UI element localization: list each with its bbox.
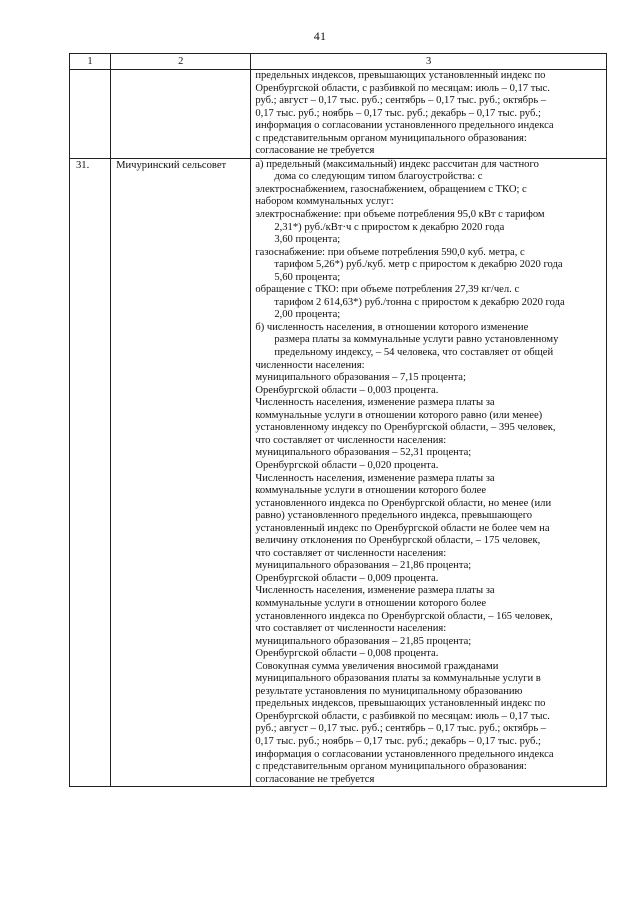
text-line: согласование не требуется (255, 145, 375, 157)
text-line: электроснабжением, газоснабжением, обращением с ТКО; с (255, 183, 527, 195)
text-line: Оренбургской области – 0,009 процента. (255, 572, 439, 584)
text-line: 0,17 тыс. руб.; ноябрь – 0,17 тыс. руб.; декабрь – 0,17 тыс. руб.; (255, 107, 541, 119)
text-line: что составляет от численности населения: (255, 547, 447, 559)
text-line: с представительным органом муниципального образования: (255, 132, 527, 144)
text-line: предельных индексов, превышающих установленный индекс по (255, 698, 546, 710)
text-line: муниципального образования – 21,85 процента; (255, 635, 472, 647)
text-line: 2,00 процента; (274, 309, 341, 321)
row-text-cell (251, 158, 607, 786)
text-line: информация о согласовании установленного предельного индекса (255, 748, 554, 760)
text-line: Численность населения, изменение размера платы за (255, 472, 495, 484)
row-number-cell (70, 70, 111, 159)
text-line: руб.; август – 0,17 тыс. руб.; сентябрь – 0,17 тыс. руб.; октябрь – (255, 723, 547, 735)
text-line: муниципального образования платы за коммунальные услуги в (255, 673, 541, 685)
header-col-3: 3 (251, 54, 607, 70)
text-line: 2,31*) руб./кВт·ч с приростом к декабрю 2020 года (274, 221, 505, 233)
text-line: электроснабжение: при объеме потребления 95,0 кВт с тарифом (255, 209, 545, 221)
text-line: информация о согласовании установленного предельного индекса (255, 120, 554, 132)
text-line: Оренбургской области, с разбивкой по месяцам: июль – 0,17 тыс. (255, 710, 550, 722)
text-line: Оренбургской области – 0,020 процента. (255, 459, 439, 471)
text-line: что составляет от численности населения: (255, 623, 447, 635)
row-name-cell (111, 70, 251, 159)
text-line: коммунальные услуги в отношении которого равно (или менее) (255, 409, 543, 421)
text-line: руб.; август – 0,17 тыс. руб.; сентябрь – 0,17 тыс. руб.; октябрь – (255, 95, 547, 107)
text-line: б) численность населения, в отношении которого изменение (255, 321, 529, 333)
page-number: 41 (313, 29, 327, 43)
text-line: Численность населения, изменение размера платы за (255, 585, 495, 597)
text-line: 0,17 тыс. руб.; ноябрь – 0,17 тыс. руб.; декабрь – 0,17 тыс. руб.; (255, 735, 541, 747)
text-line: Численность населения, изменение размера платы за (255, 397, 495, 409)
text-line: величину отклонения по Оренбургской области, – 175 человек, (255, 535, 541, 547)
text-line: предельному индексу, – 54 человека, что составляет от общей (274, 347, 554, 359)
text-line: предельных индексов, превышающих установленный индекс по (255, 70, 546, 81)
header-col-1: 1 (70, 54, 111, 70)
row-text-cell (251, 70, 607, 159)
table-header-row (70, 54, 607, 70)
text-line: с представительным органом муниципального образования: (255, 761, 527, 773)
text-line: муниципального образования – 52,31 процента; (255, 447, 472, 459)
text-line: равно) установленного предельного индекса, превышающего (255, 510, 533, 522)
text-line: муниципального образования – 7,15 процента; (255, 372, 466, 384)
text-line: установленного индекса по Оренбургской области, – 165 человек, (255, 610, 553, 622)
document-table (69, 53, 607, 787)
text-line: размера платы за коммунальные услуги равно установленному (274, 334, 559, 346)
text-line: газоснабжение: при объеме потребления 590,0 куб. метра, с (255, 246, 525, 258)
table-row-continued (70, 70, 607, 159)
text-line: установленному индексу по Оренбургской области, – 395 человек, (255, 422, 556, 434)
text-line: что составляет от численности населения: (255, 434, 447, 446)
text-line: тарифом 5,26*) руб./куб. метр с приростом к декабрю 2020 года (274, 259, 563, 271)
text-line: 5,60 процента; (274, 271, 341, 283)
text-line: Оренбургской области, с разбивкой по месяцам: июль – 0,17 тыс. (255, 82, 550, 94)
text-line: тарифом 2 614,63*) руб./тонна с приростом к декабрю 2020 года (274, 296, 565, 308)
text-line: коммунальные услуги в отношении которого более (255, 597, 487, 609)
text-line: установленный индекс по Оренбургской области не более чем на (255, 522, 550, 534)
text-line: 3,60 процента; (274, 234, 341, 246)
municipality-name: Мичуринский сельсовет (111, 158, 251, 786)
text-line: численности населения: (255, 359, 365, 371)
row-number: 31. (70, 158, 111, 786)
text-line: дома со следующим типом благоустройства: с (274, 171, 483, 183)
text-line: Оренбургской области – 0,008 процента. (255, 648, 439, 660)
text-line: обращение с ТКО: при объеме потребления 27,39 кг/чел. с (255, 284, 520, 296)
text-line: муниципального образования – 21,86 процента; (255, 560, 472, 572)
text-line: Совокупная сумма увеличения вносимой гражданами (255, 660, 499, 672)
text-line: установленного индекса по Оренбургской области, но менее (или (255, 497, 552, 509)
text-line: а) предельный (максимальный) индекс рассчитан для частного (255, 158, 539, 170)
header-col-2: 2 (111, 54, 251, 70)
table-row-31 (70, 158, 607, 786)
text-line: коммунальные услуги в отношении которого более (255, 485, 487, 497)
text-line: Оренбургской области – 0,003 процента. (255, 384, 439, 396)
text-line: результате установления по муниципальному образованию (255, 685, 523, 697)
text-line: согласование не требуется (255, 773, 375, 785)
text-line: набором коммунальных услуг: (255, 196, 394, 208)
